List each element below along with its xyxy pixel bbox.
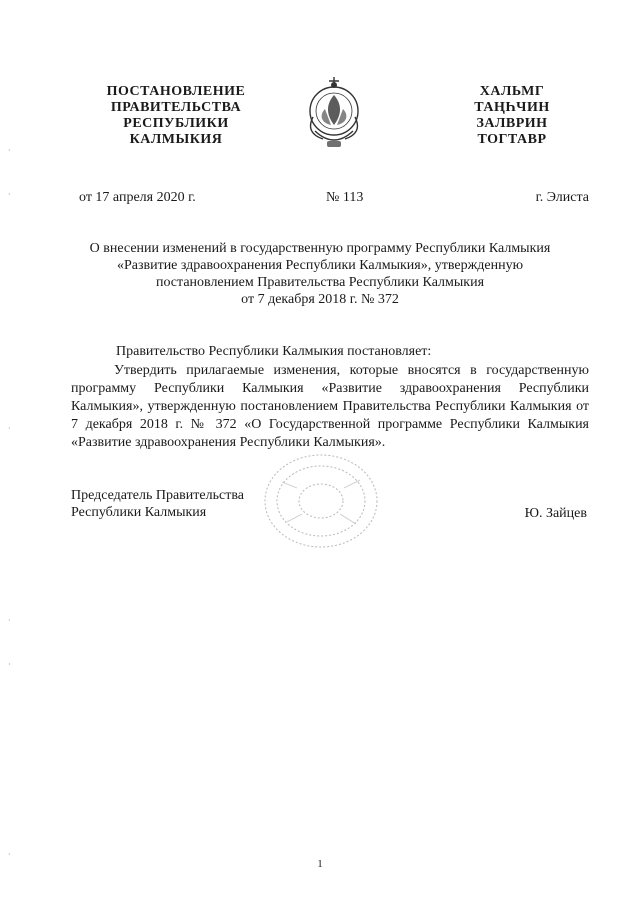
scan-margin-mark: · [8,616,11,625]
header-right-line: ТАҢҺЧИН [474,100,550,115]
scan-margin-mark: · [8,424,11,433]
signatory-name: Ю. Зайцев [524,506,587,521]
scan-margin-mark: · [8,850,11,859]
header-right-line: ТОГТАВР [477,132,547,147]
title-line: от 7 декабря 2018 г. № 372 [241,292,399,307]
page-number: 1 [317,858,323,870]
official-seal-stamp-icon [262,452,380,550]
header-left-title [96,84,256,148]
title-line: О внесении изменений в государственную программу Республики Калмыкия [89,241,551,256]
preamble: Правительство Республики Калмыкия постановляет: [116,344,432,359]
document-city: г. Элиста [535,190,589,205]
document-number: № 113 [326,190,364,205]
title-line: «Развитие здравоохранения Республики Калмыкия», утвержденную [116,258,524,273]
signature-role [71,487,244,521]
scan-margin-mark: · [8,660,11,669]
header-right-line: ХАЛЬМГ [479,84,545,99]
scan-margin-mark: · [8,146,11,155]
header-left-line: КАЛМЫКИЯ [129,132,223,147]
document-date: от 17 апреля 2020 г. [79,190,196,205]
signature-role-line: Республики Калмыкия [71,505,207,520]
header-right-title [462,84,562,148]
header-right-line: ЗАЛВРИН [476,116,548,131]
signature-role-line: Председатель Правительства [71,488,244,503]
resolution-body [71,362,589,452]
kalmykia-coat-of-arms-icon [303,75,365,155]
header-left-line: ПРАВИТЕЛЬСТВА [110,100,242,115]
document-title [60,240,580,308]
body-paragraph: Утвердить прилагаемые изменения, которые вносятся в государственную программу Республики Калмыкия «Развитие здравоохранения Республики Калмыкия», утвержденную постановлением Правительства Республики Калмыкия от 7 декабря 2018 г. № 372 «О Государственной программе Республики Калмыкия «Развитие здравоохранения Республики Калмыкия». [71,363,589,450]
title-line: постановлением Правительства Республики Калмыкия [155,275,485,290]
header-left-line: РЕСПУБЛИКИ [123,116,229,131]
header-left-line: ПОСТАНОВЛЕНИЕ [106,84,246,99]
scan-margin-mark: · [8,190,11,199]
